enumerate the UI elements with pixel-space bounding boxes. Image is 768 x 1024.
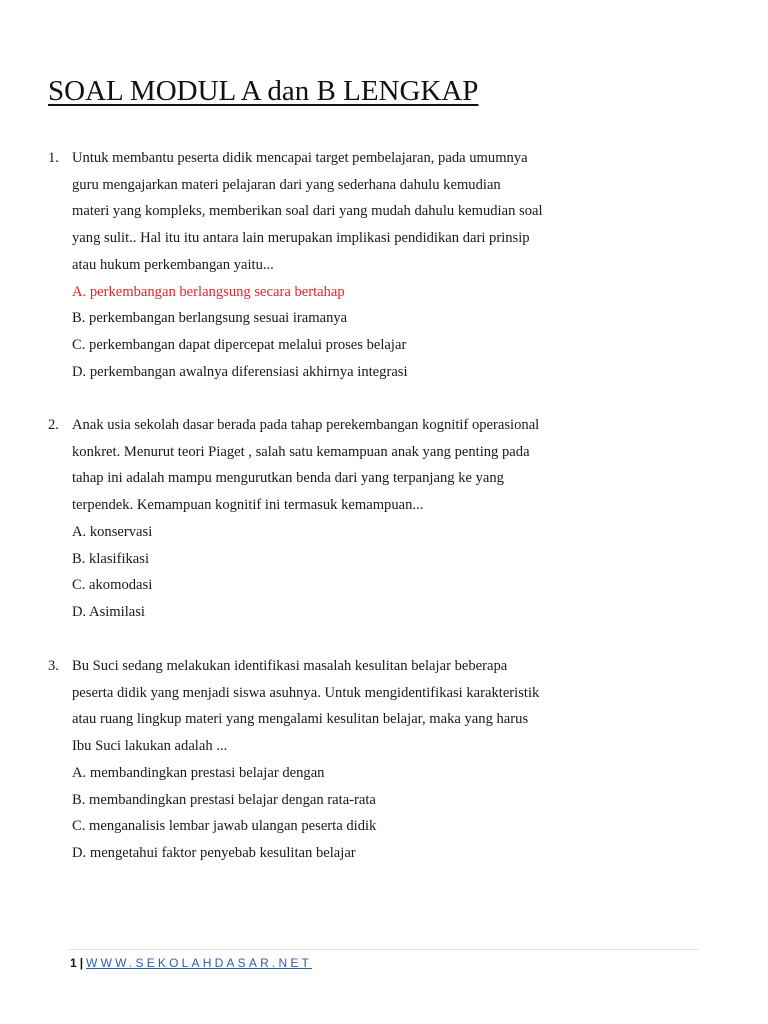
question-text-line: yang sulit.. Hal itu itu antara lain merupakan implikasi pendidikan dari prinsip bbox=[72, 230, 530, 247]
question-text-line: atau ruang lingkup materi yang mengalami kesulitan belajar, maka yang harus bbox=[72, 711, 529, 728]
answer-options bbox=[48, 760, 568, 867]
question-number: 3. bbox=[48, 658, 59, 674]
answer-option-d: D. Asimilasi bbox=[72, 603, 145, 620]
question-text-line: konkret. Menurut teori Piaget , salah satu kemampuan anak yang penting pada bbox=[72, 443, 530, 460]
question-text-line: Bu Suci sedang melakukan identifikasi masalah kesulitan belajar beberapa bbox=[72, 658, 508, 674]
answer-option-b: B. klasifikasi bbox=[72, 550, 150, 567]
footer-separator: | bbox=[79, 956, 84, 970]
question-text-line: atau hukum perkembangan yaitu... bbox=[72, 256, 274, 273]
answer-option-c: C. perkembangan dapat dipercepat melalui proses belajar bbox=[72, 336, 407, 353]
question-text-line: Ibu Suci lakukan adalah ... bbox=[72, 738, 228, 755]
question-3 bbox=[48, 653, 568, 867]
answer-option-d: D. mengetahui faktor penyebab kesulitan belajar bbox=[72, 844, 356, 861]
question-text-line: materi yang kompleks, memberikan soal dari yang mudah dahulu kemudian soal bbox=[72, 203, 543, 220]
page-number: 1 bbox=[70, 956, 77, 970]
question-number: 1. bbox=[48, 150, 59, 166]
question-text-line: peserta didik yang menjadi siswa asuhnya. Untuk mengidentifikasi karakteristik bbox=[72, 684, 540, 701]
answer-option-b: B. perkembangan berlangsung sesuai iramanya bbox=[72, 310, 348, 327]
answer-option-a: A. konservasi bbox=[72, 523, 153, 540]
question-text-line: terpendek. Kemampuan kognitif ini termasuk kemampuan... bbox=[72, 497, 424, 514]
answer-option-a: A. membandingkan prestasi belajar dengan bbox=[72, 764, 325, 781]
document-title: SOAL MODUL A dan B LENGKAP bbox=[48, 75, 479, 107]
answer-option-c: C. akomodasi bbox=[72, 577, 153, 594]
question-stem bbox=[48, 412, 568, 519]
answer-option-a-correct: A. perkembangan berlangsung secara bertahap bbox=[72, 283, 345, 300]
answer-option-c: C. menganalisis lembar jawab ulangan peserta didik bbox=[72, 818, 377, 835]
question-text-line: Anak usia sekolah dasar berada pada tahap perekembangan kognitif operasional bbox=[72, 417, 540, 433]
question-text-line: Untuk membantu peserta didik mencapai target pembelajaran, pada umumnya bbox=[72, 150, 528, 166]
answer-option-b: B. membandingkan prestasi belajar dengan rata-rata bbox=[72, 791, 376, 808]
question-text-line: guru mengajarkan materi pelajaran dari yang sederhana dahulu kemudian bbox=[72, 176, 501, 193]
answer-options bbox=[48, 519, 568, 626]
answer-option-d: D. perkembangan awalnya diferensiasi akhirnya integrasi bbox=[72, 363, 408, 380]
website-link[interactable]: WWW.SEKOLAHDASAR.NET bbox=[86, 956, 313, 970]
question-2 bbox=[48, 412, 568, 626]
question-number: 2. bbox=[48, 417, 59, 433]
answer-options bbox=[48, 279, 568, 386]
page-footer bbox=[70, 955, 312, 971]
footer-divider bbox=[68, 949, 699, 950]
question-1 bbox=[48, 145, 568, 385]
question-stem bbox=[48, 653, 568, 760]
question-text-line: tahap ini adalah mampu mengurutkan benda dari yang terpanjang ke yang bbox=[72, 470, 504, 487]
question-stem bbox=[48, 145, 568, 279]
